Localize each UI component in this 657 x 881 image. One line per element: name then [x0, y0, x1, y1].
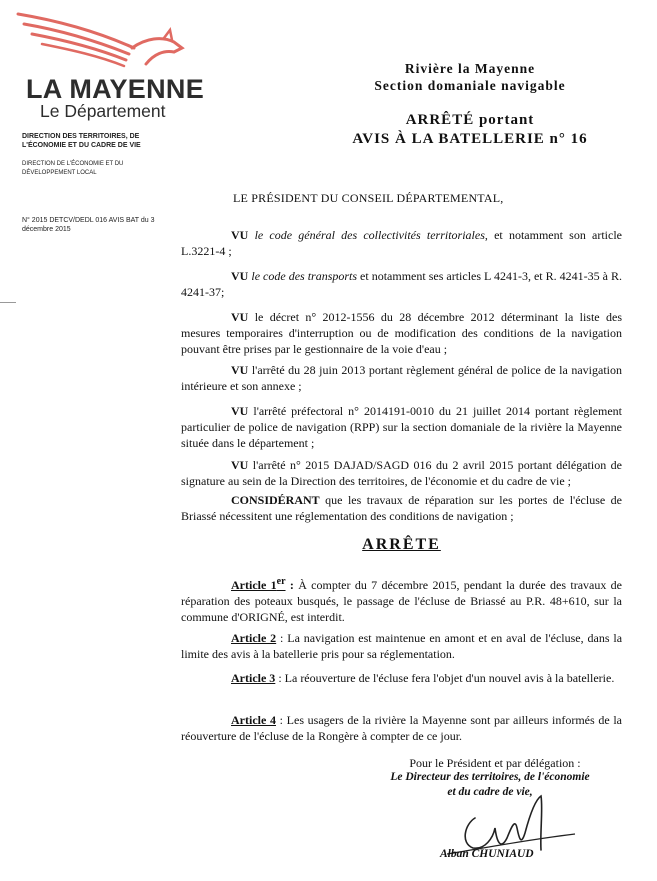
consideration-text: l'arrêté du 28 juin 2013 portant règlement général de police de la navigation intérieure et son annexe ; — [181, 363, 622, 393]
consideration-text: , et notamment son article L.3221-4 ; — [181, 228, 623, 258]
consideration-italic: le code général des collectivités territoriales — [254, 228, 485, 242]
article-3: Article 3 : La réouverture de l'écluse fera l'objet d'un nouvel avis à la batellerie. — [231, 671, 615, 685]
consideration-4 — [181, 362, 622, 394]
header-section: Section domaniale navigable — [374, 78, 566, 93]
article-text: La navigation est maintenue en amont et en aval de l'écluse, dans la limite des avis à la batellerie pris pour sa réglementation. — [181, 631, 623, 661]
consideration-7 — [181, 492, 622, 524]
article-label: Article 4 — [231, 713, 276, 727]
consideration-text: que les travaux de réparation sur les portes de l'écluse de Briassé nécessitent une réglementation des conditions de navigation ; — [181, 493, 622, 523]
document-reference: N° 2015 DETCV/DEDL 016 AVIS BAT du 3 décembre 2015 — [22, 217, 155, 233]
consideration-text: l'arrêté n° 2015 DAJAD/SAGD 016 du 2 avril 2015 portant délégation de signature au sein de la Direction des territoires, de l'économie et du cadre de vie ; — [181, 458, 622, 488]
consideration-1 — [181, 227, 622, 259]
article-label: Article 3 — [231, 671, 276, 685]
consideration-lead: VU — [231, 458, 249, 472]
consideration-6 — [181, 457, 622, 489]
consideration-text: l'arrêté préfectoral n° 2014191-0010 du 21 juillet 2014 portant règlement particulier de police de navigation (RPP) sur la section domaniale de la rivière la Mayenne située dans le département ; — [181, 404, 622, 450]
header-avis: AVIS À LA BATELLERIE n° 16 — [352, 131, 588, 147]
margin-mark — [0, 302, 16, 303]
consideration-italic: le code des transports — [251, 269, 358, 283]
signature-title-2: et du cadre de vie, — [447, 786, 533, 798]
article-label: Article 1er — [231, 576, 286, 592]
logo-subtitle: Le Département — [40, 101, 166, 121]
consideration-lead: CONSIDÉRANT — [231, 493, 320, 507]
consideration-lead: VU — [231, 269, 249, 283]
sub-direction-name: DIRECTION DE L'ÉCONOMIE ET DU DÉVELOPPEMENT LOCAL — [22, 161, 124, 176]
article-text: Les usagers de la rivière la Mayenne sont par ailleurs informés de la réouverture de l'écluse de la Rongère à compter de ce jour. — [181, 713, 622, 743]
article-label: Article 2 — [231, 631, 277, 645]
consideration-lead: VU — [231, 404, 249, 418]
header-river: Rivière la Mayenne — [404, 61, 536, 76]
president-line: LE PRÉSIDENT DU CONSEIL DÉPARTEMENTAL, — [233, 191, 504, 205]
article-1: Article 1er : À compter du 7 décembre 2015, pendant la durée des travaux de réparation des poteaux busqués, le passage de l'écluse de Briassé au P.R. 48+610, sur la commune d'ORIGNÉ, est interdit. — [181, 576, 623, 624]
consideration-lead: VU — [231, 310, 249, 324]
horse-logo-icon — [14, 8, 194, 76]
direction-name: DIRECTION DES TERRITOIRES, DE L'ÉCONOMIE ET DU CADRE DE VIE — [22, 133, 141, 149]
consideration-lead: VU — [231, 228, 249, 242]
article-text: La réouverture de l'écluse fera l'objet d'un nouvel avis à la batellerie. — [284, 671, 615, 685]
signature-title-1: Le Directeur des territoires, de l'économie — [390, 771, 590, 783]
signature-delegation: Pour le Président et par délégation : — [409, 756, 581, 770]
consideration-2 — [181, 268, 622, 300]
article-4: Article 4 : Les usagers de la rivière la Mayenne sont par ailleurs informés de la réouverture de l'écluse de la Rongère à compter de ce jour. — [181, 713, 622, 743]
signatory-name: Alban CHUNIAUD — [440, 848, 534, 860]
arrete-title: ARRÊTE — [362, 536, 441, 553]
consideration-5 — [181, 403, 622, 451]
consideration-lead: VU — [231, 363, 249, 377]
article-text: À compter du 7 décembre 2015, pendant la durée des travaux de réparation des poteaux busqués, le passage de l'écluse de Briassé au P.R. 48+610, sur la commune d'ORIGNÉ, est interdit. — [181, 578, 623, 624]
logo-title: LA MAYENNE — [26, 74, 205, 104]
consideration-text: le décret n° 2012-1556 du 28 décembre 2012 déterminant la liste des mesures temporaires d'interruption ou de modification des conditions de la navigation pouvant être prises par le gestionnaire de la voie d'eau ; — [181, 310, 622, 356]
header-arrete: ARRÊTÉ portant — [405, 112, 535, 128]
arrete-heading — [181, 536, 622, 554]
article-2: Article 2 : La navigation est maintenue en amont et en aval de l'écluse, dans la limite des avis à la batellerie pris pour sa réglementation. — [181, 631, 623, 661]
consideration-text: et notamment ses articles L 4241-3, et R. 4241-35 à R. 4241-37; — [181, 269, 622, 299]
consideration-3 — [181, 309, 622, 357]
